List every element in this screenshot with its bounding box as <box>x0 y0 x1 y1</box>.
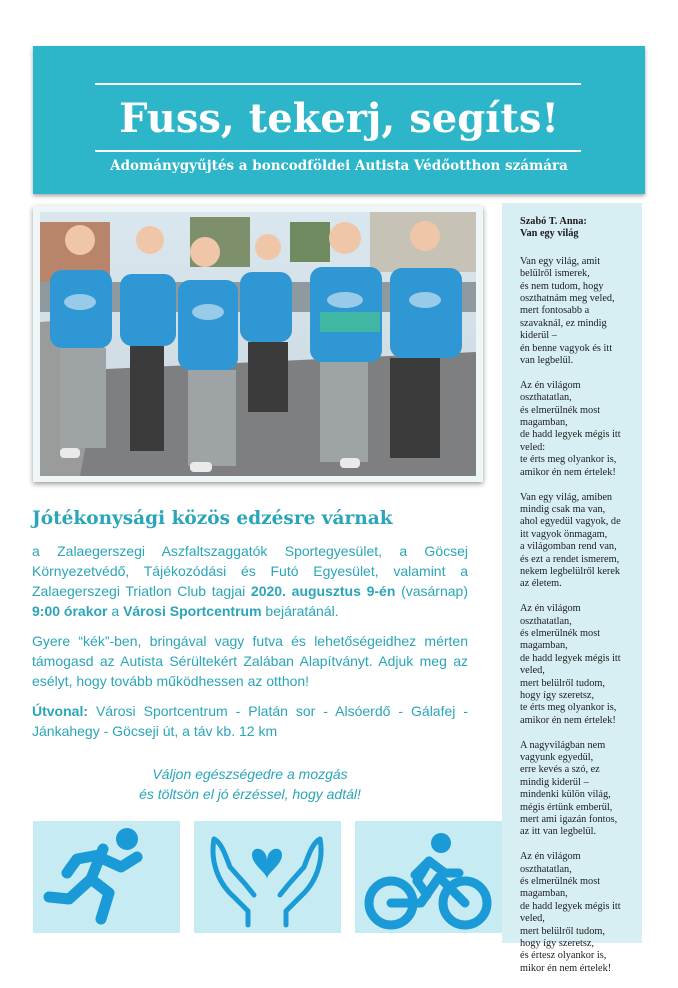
poem-line: mikor én nem értelek! <box>520 962 612 974</box>
poem-line: mindig kiderül – <box>520 776 589 788</box>
event-time: 9:00 órakor <box>32 603 108 619</box>
poem-line: az itt van legbelül. <box>520 826 597 838</box>
poem-line: szavaknál, ez mindig <box>520 317 607 329</box>
event-photo-frame <box>33 206 483 482</box>
poem-line: oszthatatlan, <box>520 615 572 627</box>
poem-stanza <box>520 380 638 479</box>
poem-line: amikor én nem értelek! <box>520 714 616 726</box>
poem-line: mert belülről tudom, <box>520 925 605 937</box>
poem-line: kiderül – <box>520 330 557 342</box>
poem <box>520 216 638 988</box>
poem-line: te érts meg olyankor is, <box>520 702 617 714</box>
poem-line: de hadd legyek mégis itt <box>520 652 621 664</box>
poem-line: veled: <box>520 441 546 453</box>
poem-stanza <box>520 492 638 591</box>
poem-line: Van egy világ, amiben <box>520 491 613 503</box>
poem-line: amikor én nem értelek! <box>520 466 616 478</box>
poem-title: Van egy világ <box>520 228 579 240</box>
poem-line: Van egy világ, amit <box>520 255 601 267</box>
poem-line: te érts meg olyankor is, <box>520 454 617 466</box>
poem-line: az életem. <box>520 578 562 590</box>
event-route: Útvonal: Városi Sportcentrum - Platán sor - Alsóerdő - Gálafej - Jánkahegy - Göcseji út, a táv kb. 12 km <box>32 703 468 739</box>
cyclist-icon-box <box>355 821 502 933</box>
poem-line: és elmerülnék most <box>520 627 601 639</box>
poem-line: mindenki külön világ, <box>520 789 611 801</box>
poem-line: és nem tudom, hogy <box>520 280 604 292</box>
event-heading: Jótékonysági közös edzésre várnak <box>32 508 393 529</box>
poem-line: és elmerülnék most <box>520 876 601 888</box>
poem-line: erre kevés a szó, ez <box>520 764 600 776</box>
heart-hands-icon-box <box>194 821 341 933</box>
poem-line: veled, <box>520 665 545 677</box>
poem-line: van legbelül. <box>520 355 574 367</box>
event-date: 2020. augusztus 9-én <box>250 583 396 599</box>
page-title: Fuss, tekerj, segíts! <box>119 95 559 142</box>
poem-line: oszthatnám meg veled, <box>520 293 615 305</box>
slogan-line-1: Váljon egészségedre a mozgás <box>152 766 348 782</box>
runner-icon <box>33 821 180 933</box>
event-place: Városi Sportcentrum <box>123 603 262 619</box>
poem-stanza <box>520 851 638 975</box>
poem-line: a világomban rend van, <box>520 541 617 553</box>
poem-stanza <box>520 256 638 368</box>
poem-stanza <box>520 740 638 839</box>
poem-line: és értesz olyankor is, <box>520 950 607 962</box>
poem-line: magamban, <box>520 640 568 652</box>
poem-line: itt vagyok önmagam, <box>520 528 608 540</box>
poem-stanzas <box>520 256 638 975</box>
heart-hands-icon <box>194 821 341 933</box>
poem-line: mégis értünk emberül, <box>520 801 613 813</box>
poem-line: oszthatatlan, <box>520 392 572 404</box>
poem-line: oszthatatlan, <box>520 863 572 875</box>
cyclist-icon <box>355 821 502 933</box>
poem-line: hogy így szeretsz, <box>520 938 595 950</box>
poem-line: magamban, <box>520 417 568 429</box>
runner-icon-box <box>33 821 180 933</box>
poem-line: Az én világom <box>520 379 581 391</box>
poem-line: mert ami igazán fontos, <box>520 814 618 826</box>
event-paragraph-2: Gyere “kék”-ben, bringával vagy futva és lehetőségeidhez mérten támogasd az Autista Sérültekért Zalában Alapítványt. Adjuk meg az esélyt, hogy tovább működhessen az otthon! <box>32 633 468 689</box>
poem-heading <box>520 216 638 241</box>
slogan-line-2: és töltsön el jó érzéssel, hogy adtál! <box>139 786 361 802</box>
poem-line: és ezt a rendet ismerem, <box>520 553 620 565</box>
poem-line: ahol egyedül vagyok, de <box>520 516 621 528</box>
banner-text-layer <box>33 46 645 194</box>
poem-line: én benne vagyok és itt <box>520 342 613 354</box>
slogan <box>32 764 468 804</box>
poem-line: vagyunk egyedül, <box>520 752 594 763</box>
event-description <box>32 541 468 751</box>
poem-stanza <box>520 603 638 727</box>
poem-line: de hadd legyek mégis itt <box>520 429 621 441</box>
poem-line: magamban, <box>520 888 568 900</box>
page-subtitle: Adománygyűjtés a boncodföldei Autista Védőotthon számára <box>110 158 568 174</box>
poem-line: nekem legbelülről kerek <box>520 565 621 577</box>
route-label: Útvonal: <box>32 703 88 719</box>
poem-line: mert fontosabb a <box>520 305 590 317</box>
poem-line: mindig csak ma van, <box>520 503 606 515</box>
poem-line: A nagyvilágban nem <box>520 739 606 751</box>
poem-line: Az én világom <box>520 603 581 615</box>
poem-line: de hadd legyek mégis itt <box>520 900 621 912</box>
event-photo <box>40 212 476 476</box>
poem-line: belülről ismerek, <box>520 268 590 280</box>
poem-line: Az én világom <box>520 851 581 863</box>
poem-author: Szabó T. Anna: <box>520 216 587 227</box>
poem-line: veled, <box>520 913 545 925</box>
poem-line: és elmerülnék most <box>520 404 601 416</box>
poem-line: hogy így szeretsz, <box>520 689 595 701</box>
poem-line: mert belülről tudom, <box>520 677 605 689</box>
event-paragraph-1: a Zalaegerszegi Aszfaltszaggatók Sportegyesület, a Göcsej Környezetvédő, Tájékozódási és Futó Egyesület, valamint a Zalaegerszegi Triatlon Club tagjai 2020. augusztus 9-én (vasárnap) 9:00 órakor a Városi Sportcentrum bejáratánál. <box>32 543 468 619</box>
